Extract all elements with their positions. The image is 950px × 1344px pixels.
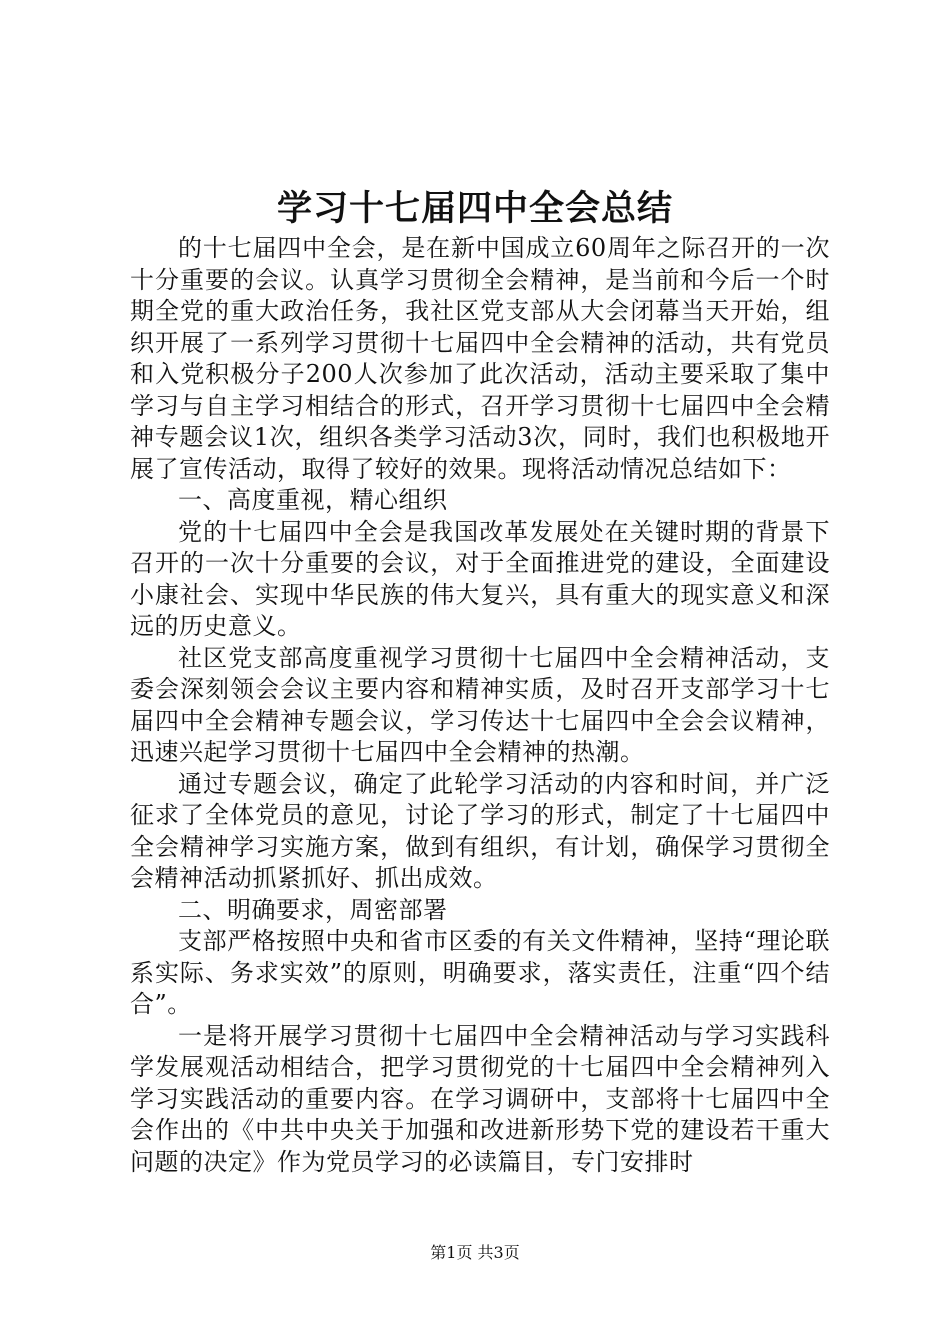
paragraph-first-combination: 一是将开展学习贯彻十七届四中全会精神活动与学习实践科学发展观活动相结合，把学习贯彻党的十七届四中全会精神列入学习实践活动的重要内容。在学习调研中，支部将十七届四中全会作出的《中共中央关于加强和改进新形势下党的建设若干重大问题的决定》作为党员学习的必读篇目，专门安排时 <box>130 1021 830 1176</box>
paragraph-branch-attention: 社区党支部高度重视学习贯彻十七届四中全会精神活动，支委会深刻领会会议主要内容和精神实质，及时召开支部学习十七届四中全会精神专题会议，学习传达十七届四中全会会议精神，迅速兴起学习贯彻十七届四中全会精神的热潮。 <box>130 643 830 766</box>
paragraph-special-meeting: 通过专题会议，确定了此轮学习活动的内容和时间，并广泛征求了全体党员的意见，讨论了学习的形式，制定了十七届四中全会精神学习实施方案，做到有组织，有计划，确保学习贯彻全会精神活动抓紧抓好、抓出成效。 <box>130 769 830 892</box>
document-body <box>130 233 830 1178</box>
paragraph-background: 党的十七届四中全会是我国改革发展处在关键时期的背景下召开的一次十分重要的会议，对于全面推进党的建设，全面建设小康社会、实现中华民族的伟大复兴，具有重大的现实意义和深远的历史意义。 <box>130 517 830 640</box>
paragraph-intro: 的十七届四中全会，是在新中国成立60周年之际召开的一次十分重要的会议。认真学习贯彻全会精神，是当前和今后一个时期全党的重大政治任务，我社区党支部从大会闭幕当天开始，组织开展了一系列学习贯彻十七届四中全会精神的活动，共有党员和入党积极分子200人次参加了此次活动，活动主要采取了集中学习与自主学习相结合的形式，召开学习贯彻十七届四中全会精神专题会议1次，组织各类学习活动3次，同时，我们也积极地开展了宣传活动，取得了较好的效果。现将活动情况总结如下： <box>130 234 830 483</box>
paragraph-requirements: 支部严格按照中央和省市区委的有关文件精神，坚持“理论联系实际、务求实效”的原则，明确要求，落实责任，注重“四个结合”。 <box>130 927 830 1018</box>
document-title: 学习十七届四中全会总结 <box>276 188 673 229</box>
page-footer: 第1页 共3页 <box>430 1243 520 1262</box>
section-heading-2: 二、明确要求，周密部署 <box>178 895 448 924</box>
section-heading-1: 一、高度重视，精心组织 <box>178 486 448 514</box>
